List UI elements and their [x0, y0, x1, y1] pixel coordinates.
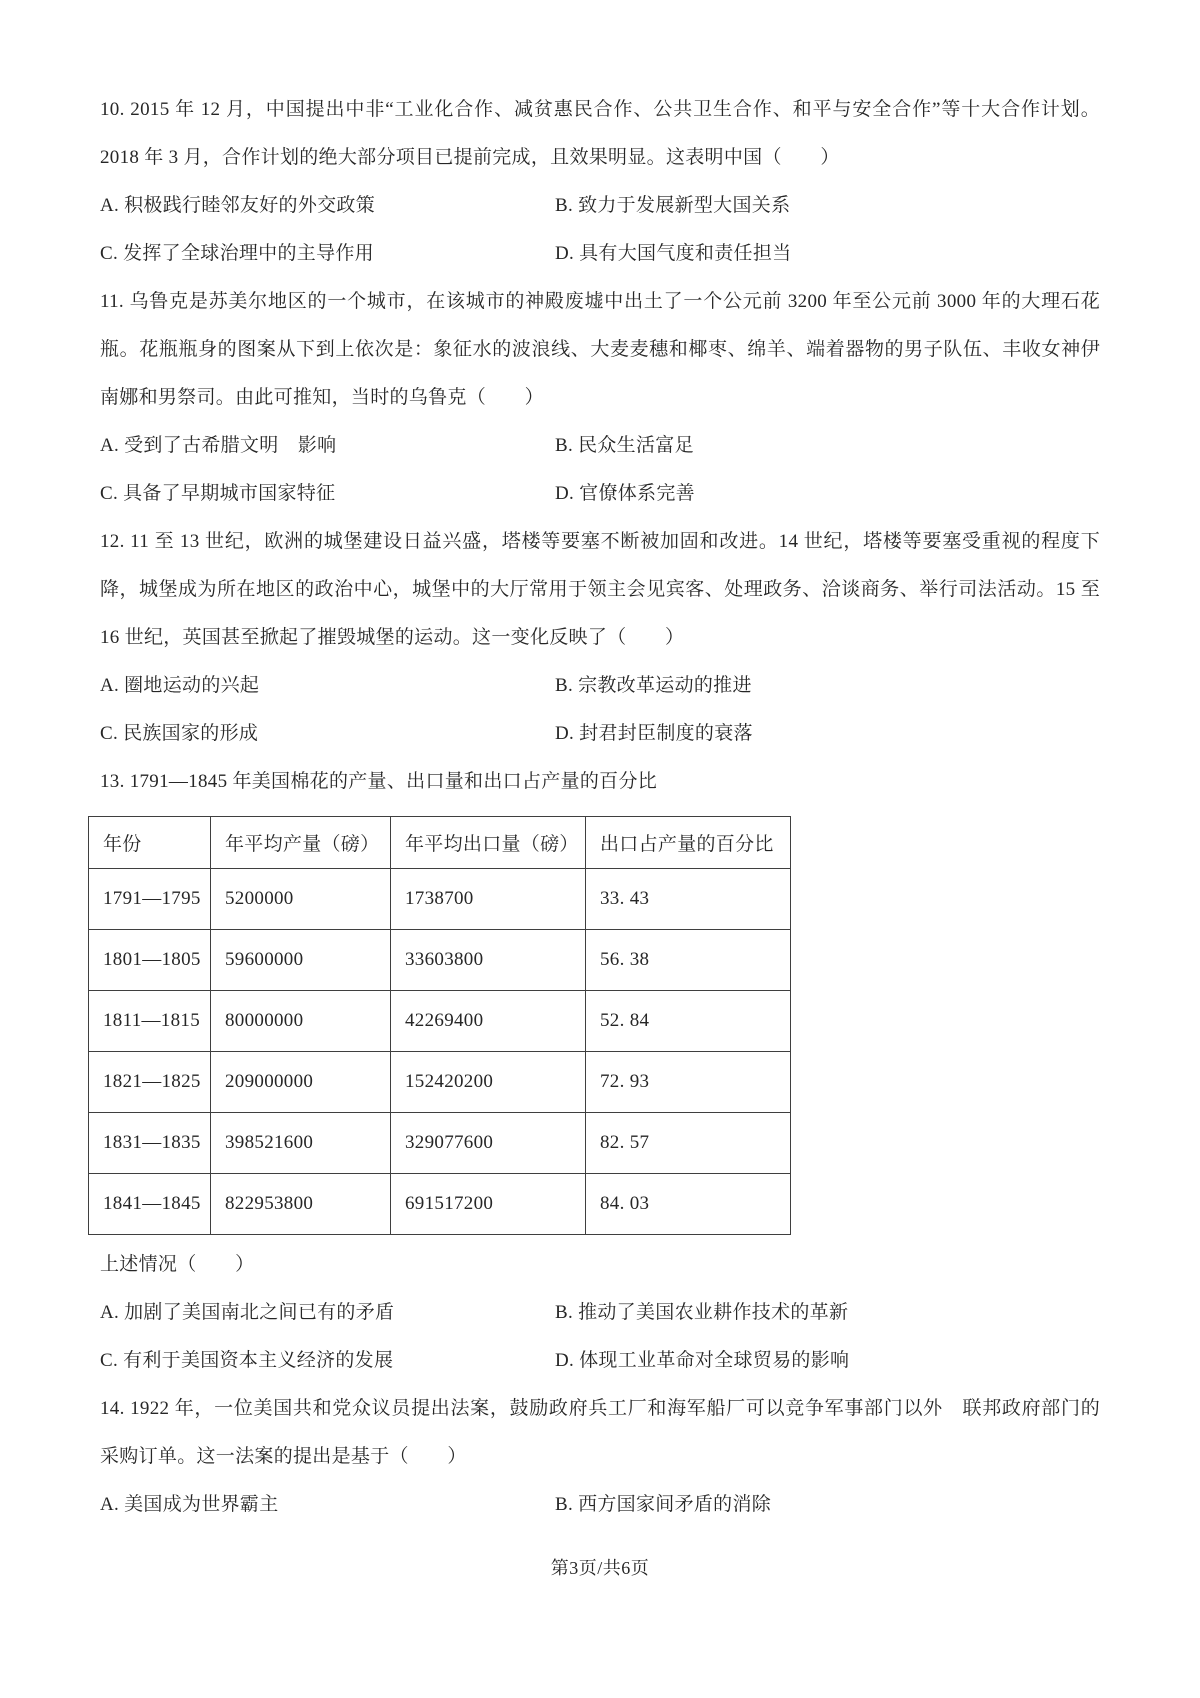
question-13-option-d: D. 体现工业革命对全球贸易的影响 — [555, 1350, 850, 1371]
table-cell-production: 398521600 — [211, 1113, 391, 1174]
table-cell-production: 5200000 — [211, 869, 391, 930]
question-12-options — [100, 662, 1100, 758]
question-14-stem: 14. 1922 年，一位美国共和党众议员提出法案，鼓励政府兵工厂和海军船厂可以竞争军事部门以外 联邦政府部门的采购订单。这一法案的提出是基于（ ） — [100, 1398, 1100, 1467]
table-cell-export: 42269400 — [391, 991, 586, 1052]
table-cell-export: 329077600 — [391, 1113, 586, 1174]
table-row — [89, 1052, 791, 1113]
question-11-option-d: D. 官僚体系完善 — [555, 483, 695, 504]
table-row — [89, 1174, 791, 1235]
question-12 — [100, 518, 1100, 758]
table-cell-percent: 82. 57 — [586, 1113, 791, 1174]
table-header-year: 年份 — [89, 817, 211, 869]
table-header-production: 年平均产量（磅） — [211, 817, 391, 869]
question-12-option-b: B. 宗教改革运动的推进 — [555, 675, 752, 696]
table-cell-export: 1738700 — [391, 869, 586, 930]
cotton-production-table — [88, 816, 791, 1235]
question-13 — [100, 758, 1100, 1385]
table-cell-export: 152420200 — [391, 1052, 586, 1113]
table-cell-export: 33603800 — [391, 930, 586, 991]
question-13-prompt: 上述情况（ ） — [100, 1254, 255, 1275]
table-row — [89, 930, 791, 991]
table-cell-percent: 56. 38 — [586, 930, 791, 991]
table-cell-year: 1801—1805 — [89, 930, 211, 991]
question-13-option-a: A. 加剧了美国南北之间已有的矛盾 — [100, 1302, 395, 1323]
question-12-stem: 12. 11 至 13 世纪，欧洲的城堡建设日益兴盛，塔楼等要塞不断被加固和改进。14 世纪，塔楼等要塞受重视的程度下降，城堡成为所在地区的政治中心，城堡中的大厅常用于领主会见宾客、处理政务、洽谈商务、举行司法活动。15 至 16 世纪，英国甚至掀起了摧毁城堡的运动。这一变化反映了（ ） — [100, 531, 1100, 648]
question-11-options — [100, 422, 1100, 518]
question-14-option-b: B. 西方国家间矛盾的消除 — [555, 1494, 772, 1515]
table-cell-year: 1811—1815 — [89, 991, 211, 1052]
question-10-option-b: B. 致力于发展新型大国关系 — [555, 195, 791, 216]
question-10-option-c: C. 发挥了全球治理中的主导作用 — [100, 243, 374, 264]
table-row — [89, 869, 791, 930]
question-11-stem: 11. 乌鲁克是苏美尔地区的一个城市，在该城市的神殿废墟中出土了一个公元前 3200 年至公元前 3000 年的大理石花瓶。花瓶瓶身的图案从下到上依次是：象征水的波浪线、大麦麦穗和椰枣、绵羊、端着器物的男子队伍、丰收女神伊南娜和男祭司。由此可推知，当时的乌鲁克（ ） — [100, 291, 1100, 408]
table-cell-percent: 33. 43 — [586, 869, 791, 930]
question-12-option-a: A. 圈地运动的兴起 — [100, 675, 260, 696]
table-cell-export: 691517200 — [391, 1174, 586, 1235]
table-cell-production: 209000000 — [211, 1052, 391, 1113]
table-cell-year: 1831—1835 — [89, 1113, 211, 1174]
table-row — [89, 1113, 791, 1174]
table-cell-percent: 72. 93 — [586, 1052, 791, 1113]
question-12-option-c: C. 民族国家的形成 — [100, 723, 259, 744]
table-cell-year: 1821—1825 — [89, 1052, 211, 1113]
question-14 — [100, 1385, 1100, 1529]
question-10-option-d: D. 具有大国气度和责任担当 — [555, 243, 792, 264]
table-header-export: 年平均出口量（磅） — [391, 817, 586, 869]
table-cell-production: 59600000 — [211, 930, 391, 991]
table-cell-percent: 52. 84 — [586, 991, 791, 1052]
question-13-option-c: C. 有利于美国资本主义经济的发展 — [100, 1350, 394, 1371]
question-13-stem: 13. 1791—1845 年美国棉花的产量、出口量和出口占产量的百分比 — [100, 771, 658, 792]
table-cell-year: 1791—1795 — [89, 869, 211, 930]
question-10 — [100, 86, 1100, 278]
page-footer: 第3页/共6页 — [550, 1558, 650, 1578]
question-11-option-b: B. 民众生活富足 — [555, 435, 694, 456]
question-10-stem: 10. 2015 年 12 月，中国提出中非“工业化合作、减贫惠民合作、公共卫生合作、和平与安全合作”等十大合作计划。2018 年 3 月，合作计划的绝大部分项目已提前完成，且效果明显。这表明中国（ ） — [100, 99, 1100, 168]
table-header-percent: 出口占产量的百分比 — [586, 817, 791, 869]
table-cell-year: 1841—1845 — [89, 1174, 211, 1235]
question-10-options — [100, 182, 1100, 278]
question-13-option-b: B. 推动了美国农业耕作技术的革新 — [555, 1302, 849, 1323]
question-11 — [100, 278, 1100, 518]
question-12-option-d: D. 封君封臣制度的衰落 — [555, 723, 753, 744]
question-14-option-a: A. 美国成为世界霸主 — [100, 1494, 279, 1515]
table-cell-production: 80000000 — [211, 991, 391, 1052]
question-11-option-a: A. 受到了古希腊文明 影响 — [100, 435, 337, 456]
question-10-option-a: A. 积极践行睦邻友好的外交政策 — [100, 195, 376, 216]
table-cell-production: 822953800 — [211, 1174, 391, 1235]
table-row — [89, 991, 791, 1052]
question-14-options — [100, 1481, 1100, 1529]
question-11-option-c: C. 具备了早期城市国家特征 — [100, 483, 336, 504]
table-cell-percent: 84. 03 — [586, 1174, 791, 1235]
table-header-row — [89, 817, 791, 869]
question-13-options — [100, 1289, 1100, 1385]
